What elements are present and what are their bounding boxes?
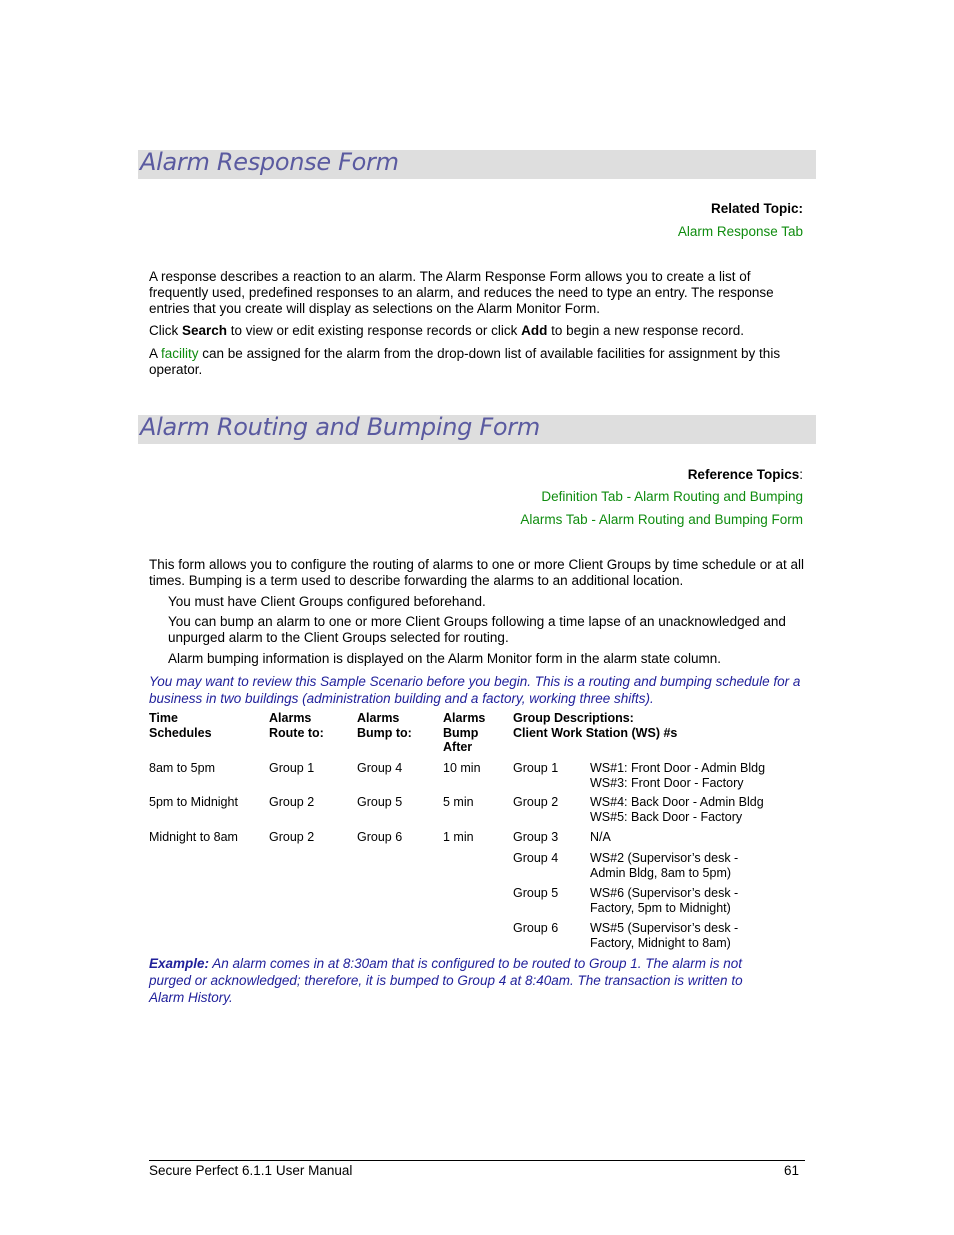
list-item: You must have Client Groups configured beforehand.	[168, 594, 486, 609]
desc-line: WS#4: Back Door - Admin Bldg	[590, 795, 764, 809]
cell-group: Group 4	[513, 851, 559, 865]
text: to view or edit existing response records or click	[227, 323, 522, 338]
header-line: After	[443, 740, 473, 754]
cell-group-desc	[590, 761, 765, 790]
cell-time: 5pm to Midnight	[149, 795, 238, 809]
cell-group: Group 5	[513, 886, 559, 900]
cell-group-desc	[590, 886, 738, 915]
example-text	[149, 955, 779, 1006]
cell-bump: Group 5	[357, 795, 403, 809]
cell-after: 5 min	[443, 795, 474, 809]
paragraph: This form allows you to configure the routing of alarms to one or more Client Groups by time schedule or at all times. Bumping is a term used to describe forwarding the alarms to an additional location.	[149, 557, 805, 588]
sample-scenario-text: You may want to review this Sample Scenario before you begin. This is a routing and bumping schedule for a business in two buildings (administration building and a factory, working three shifts).	[149, 674, 801, 706]
cell-route: Group 2	[269, 830, 315, 844]
text: An alarm comes in at 8:30am that is configured to be routed to Group 1. The alarm is not purged or acknowledged; therefore, it is bumped to Group 4 at 8:40am. The transaction is written to Alarm History.	[149, 956, 743, 1005]
cell-group: Group 6	[513, 921, 559, 935]
footer-divider	[149, 1160, 805, 1161]
reference-link-alarms-tab[interactable]: Alarms Tab - Alarm Routing and Bumping Form	[520, 512, 803, 527]
header-line: Client Work Station (WS) #s	[513, 725, 678, 740]
header-line: Group Descriptions:	[513, 711, 634, 725]
header-line: Alarms	[443, 711, 486, 725]
add-term: Add	[521, 323, 548, 338]
desc-line: WS#3: Front Door - Factory	[590, 775, 744, 790]
desc-line: WS#2 (Supervisor’s desk -	[590, 851, 739, 865]
search-term: Search	[182, 323, 228, 338]
reference-topics-label	[149, 467, 803, 482]
header-line: Bump	[443, 725, 479, 740]
desc-line: WS#6 (Supervisor’s desk -	[590, 886, 739, 900]
paragraph: A response describes a reaction to an alarm. The Alarm Response Form allows you to create a list of frequently used, predefined responses to an alarm, and reduces the need to type an entry. The response entries that you create will display as selections on the Alarm Monitor Form.	[149, 269, 774, 316]
colon: :	[799, 467, 803, 482]
text: Click	[149, 323, 182, 338]
related-topic-label: Related Topic:	[710, 201, 803, 216]
footer-manual-title: Secure Perfect 6.1.1 User Manual	[149, 1163, 353, 1178]
col-header-route	[269, 711, 324, 740]
cell-route: Group 1	[269, 761, 315, 775]
desc-line: WS#5: Back Door - Factory	[590, 809, 743, 824]
text: can be assigned for the alarm from the drop-down list of available facilities for assignment by this operator.	[149, 346, 781, 377]
section-title: Alarm Routing and Bumping Form	[140, 413, 540, 441]
header-line: Time	[149, 711, 178, 725]
col-header-time	[149, 711, 212, 740]
col-header-group-desc	[513, 711, 677, 740]
header-line: Bump to:	[357, 725, 412, 740]
cell-group: Group 3	[513, 830, 559, 844]
header-line: Route to:	[269, 725, 324, 740]
desc-line: Factory, 5pm to Midnight)	[590, 900, 731, 915]
page-number: 61	[783, 1163, 799, 1178]
col-header-bump	[357, 711, 412, 740]
cell-bump: Group 6	[357, 830, 403, 844]
section-header-alarm-response	[138, 150, 816, 179]
list-item: You can bump an alarm to one or more Client Groups following a time lapse of an unacknowledged and unpurged alarm to the Client Groups selected for routing.	[168, 614, 786, 645]
cell-group-desc	[590, 795, 764, 824]
desc-line: Factory, Midnight to 8am)	[590, 935, 731, 950]
text: A	[149, 346, 162, 361]
desc-line: WS#5 (Supervisor’s desk -	[590, 921, 739, 935]
paragraph	[149, 346, 809, 378]
facility-link[interactable]: facility	[161, 346, 199, 361]
header-line: Alarms	[269, 711, 312, 725]
desc-line: WS#1: Front Door - Admin Bldg	[590, 761, 766, 775]
header-line: Schedules	[149, 725, 212, 740]
col-header-after	[443, 711, 485, 755]
example-label: Example:	[149, 956, 210, 971]
desc-line: N/A	[590, 830, 611, 844]
cell-after: 10 min	[443, 761, 481, 775]
cell-group: Group 1	[513, 761, 559, 775]
list-item: Alarm bumping information is displayed on the Alarm Monitor form in the alarm state column.	[168, 651, 721, 666]
paragraph	[149, 323, 809, 339]
reference-link-definition-tab[interactable]: Definition Tab - Alarm Routing and Bumping	[541, 489, 803, 504]
cell-route: Group 2	[269, 795, 315, 809]
cell-bump: Group 4	[357, 761, 403, 775]
cell-group-desc	[590, 851, 738, 880]
desc-line: Admin Bldg, 8am to 5pm)	[590, 865, 732, 880]
cell-group: Group 2	[513, 795, 559, 809]
text: to begin a new response record.	[547, 323, 745, 338]
cell-time: 8am to 5pm	[149, 761, 216, 775]
section-header-alarm-routing	[138, 415, 816, 444]
related-topic-link[interactable]: Alarm Response Tab	[677, 224, 803, 239]
cell-time: Midnight to 8am	[149, 830, 238, 844]
cell-after: 1 min	[443, 830, 474, 844]
label: Reference Topics	[687, 467, 800, 482]
cell-group-desc	[590, 921, 738, 950]
cell-group-desc	[590, 830, 611, 845]
header-line: Alarms	[357, 711, 400, 725]
section-title: Alarm Response Form	[140, 148, 399, 176]
